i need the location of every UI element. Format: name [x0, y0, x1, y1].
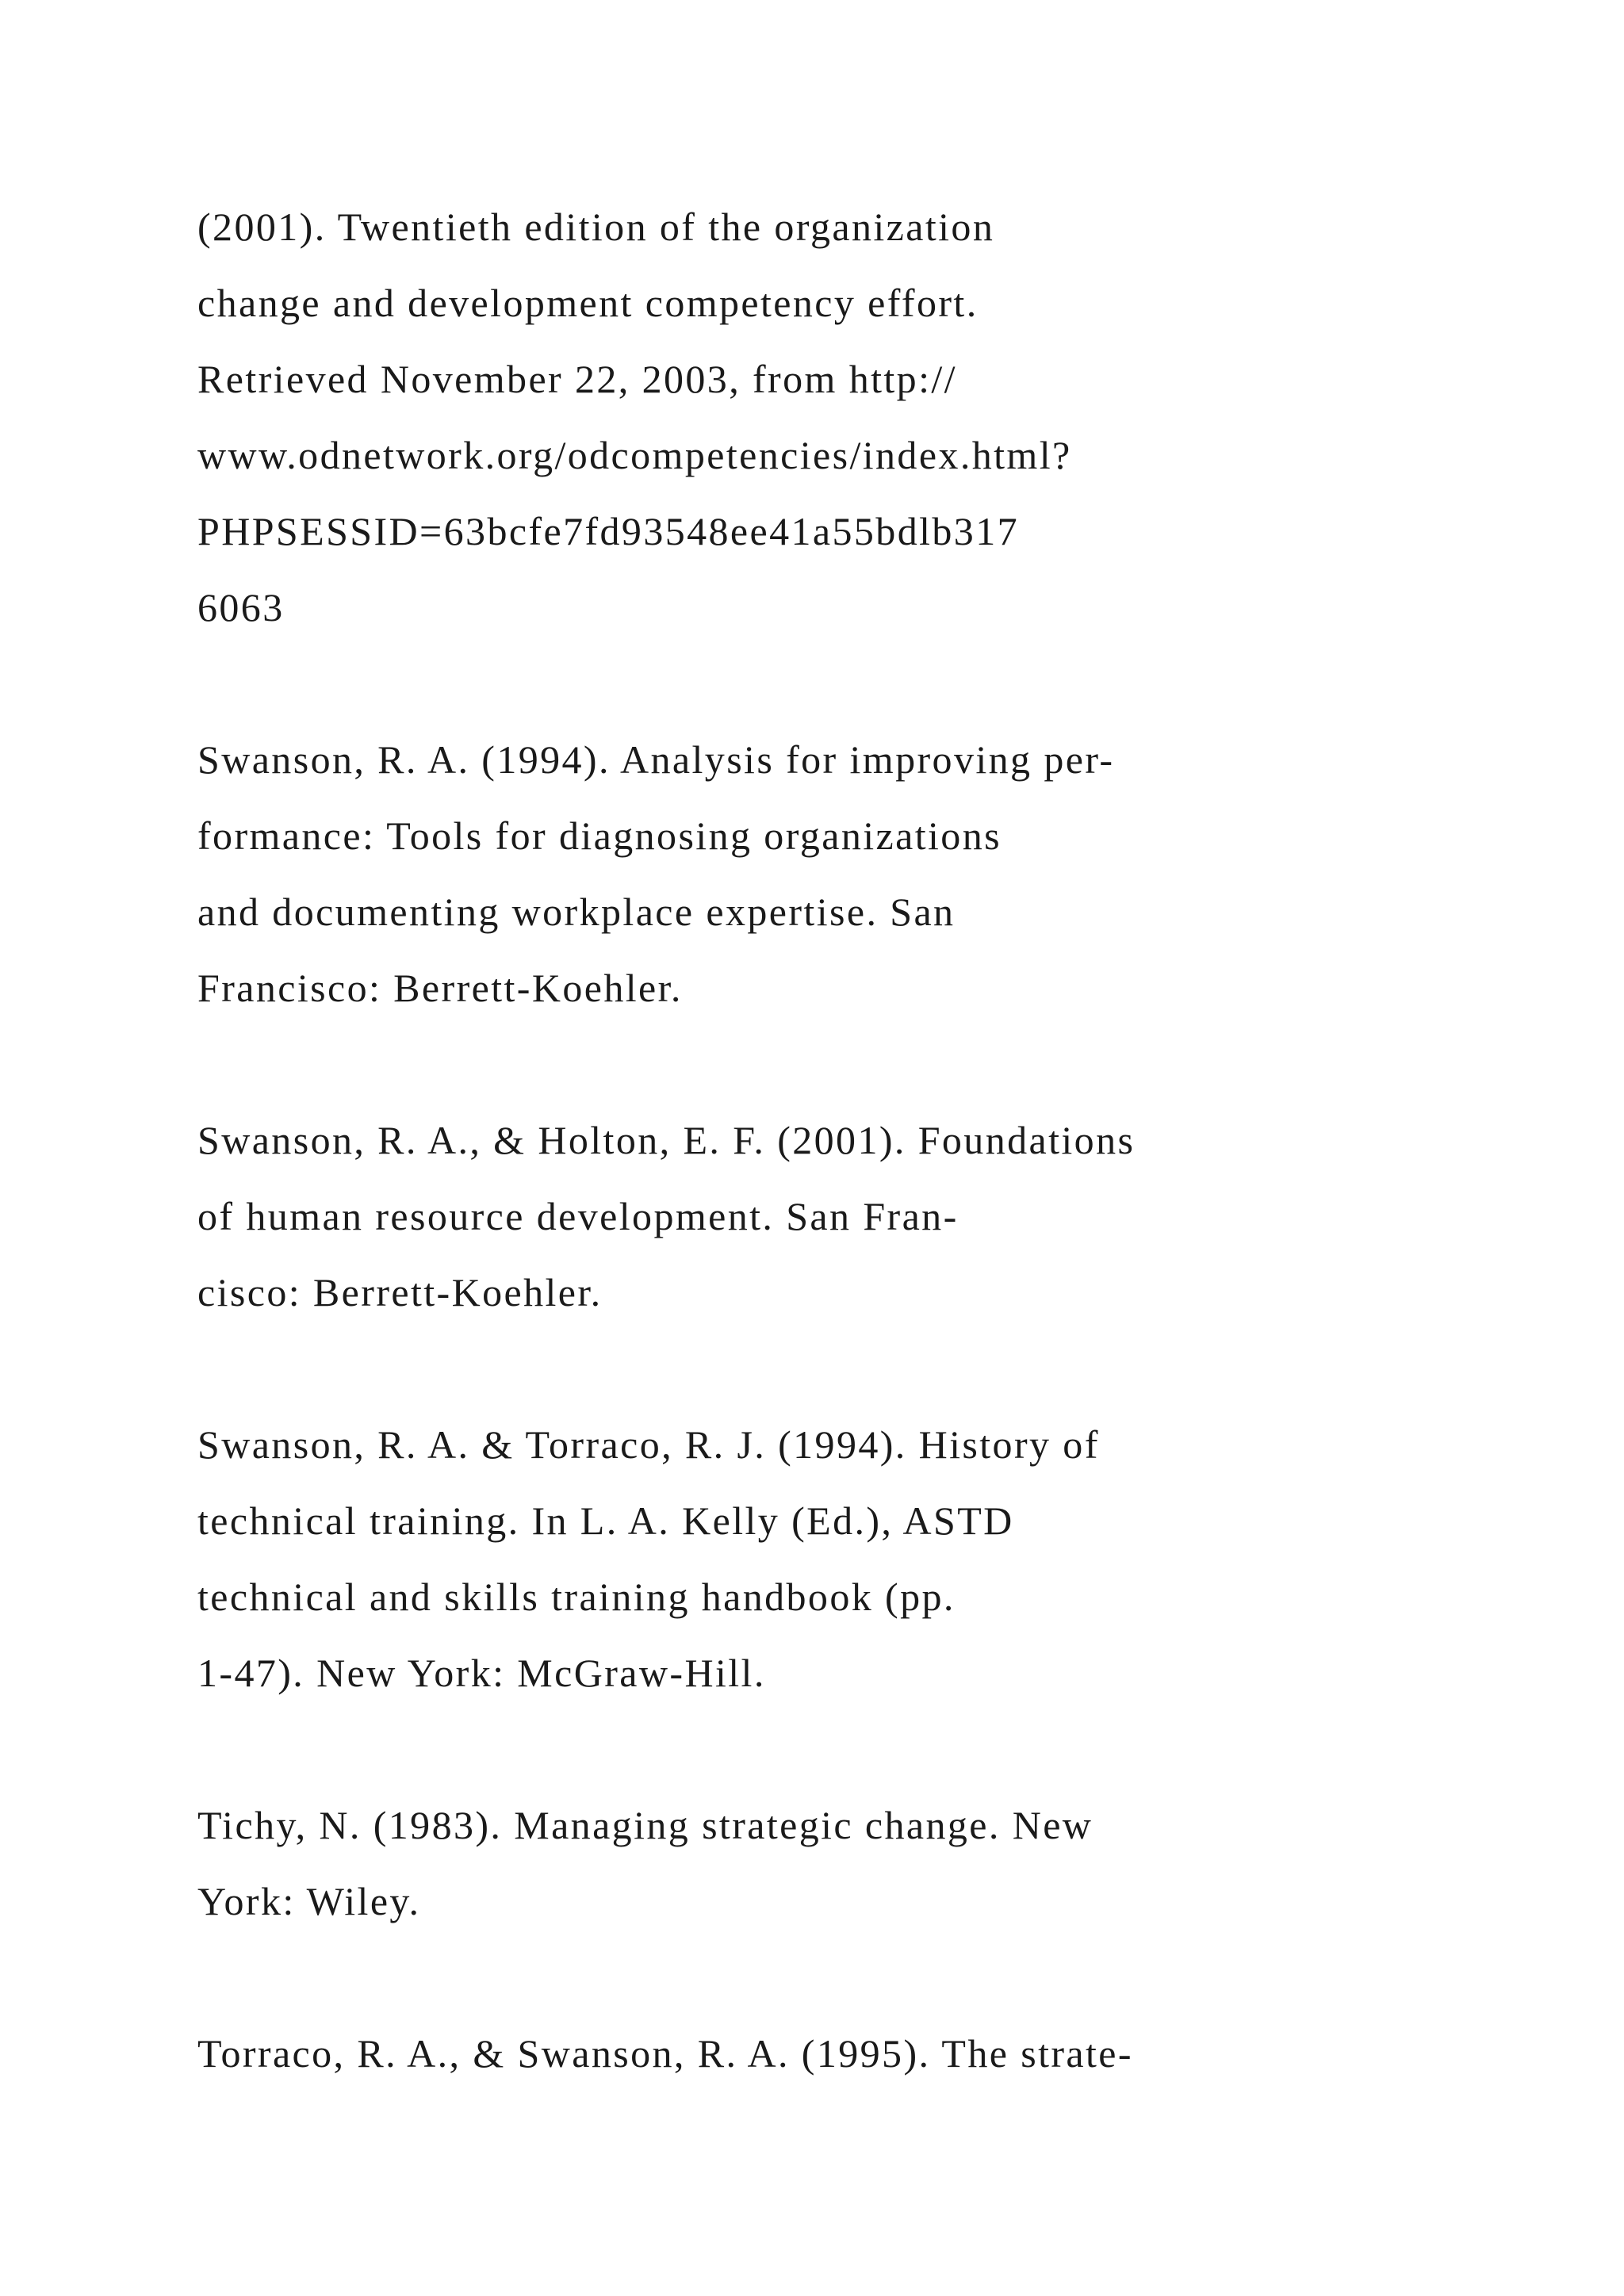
reference-line: formance: Tools for diagnosing organizations [197, 813, 1002, 858]
reference-entry [197, 1787, 1545, 1939]
reference-line: Swanson, R. A. & Torraco, R. J. (1994). History of [197, 1422, 1100, 1467]
reference-line: cisco: Berrett-Koehler. [197, 1270, 603, 1314]
reference-line: technical training. In L. A. Kelly (Ed.), ASTD [197, 1498, 1014, 1543]
reference-line: 1-47). New York: McGraw-Hill. [197, 1651, 766, 1695]
reference-line: 6063 [197, 585, 285, 629]
reference-line: PHPSESSID=63bcfe7fd93548ee41a55bdlb317 [197, 509, 1019, 553]
reference-line: Torraco, R. A., & Swanson, R. A. (1995). The strate- [197, 2031, 1133, 2076]
reference-line: (2001). Twentieth edition of the organization [197, 205, 995, 249]
reference-line: change and development competency effort. [197, 281, 979, 325]
reference-line: Francisco: Berrett-Koehler. [197, 966, 683, 1010]
reference-line: Swanson, R. A. (1994). Analysis for improving per- [197, 737, 1115, 782]
reference-entry [197, 2015, 1545, 2091]
reference-entry [197, 1406, 1545, 1711]
reference-line: technical and skills training handbook (pp. [197, 1575, 956, 1619]
reference-entry [197, 1102, 1545, 1330]
reference-list [197, 189, 1545, 2168]
reference-line: Tichy, N. (1983). Managing strategic change. New [197, 1803, 1094, 1847]
reference-line: York: Wiley. [197, 1879, 421, 1923]
reference-line: Swanson, R. A., & Holton, E. F. (2001). Foundations [197, 1118, 1136, 1162]
reference-entry [197, 721, 1545, 1026]
reference-line: of human resource development. San Fran- [197, 1194, 959, 1238]
reference-line: and documenting workplace expertise. San [197, 890, 956, 934]
reference-entry [197, 189, 1545, 645]
reference-line: www.odnetwork.org/odcompetencies/index.html? [197, 433, 1072, 477]
reference-line: Retrieved November 22, 2003, from http:// [197, 357, 957, 401]
